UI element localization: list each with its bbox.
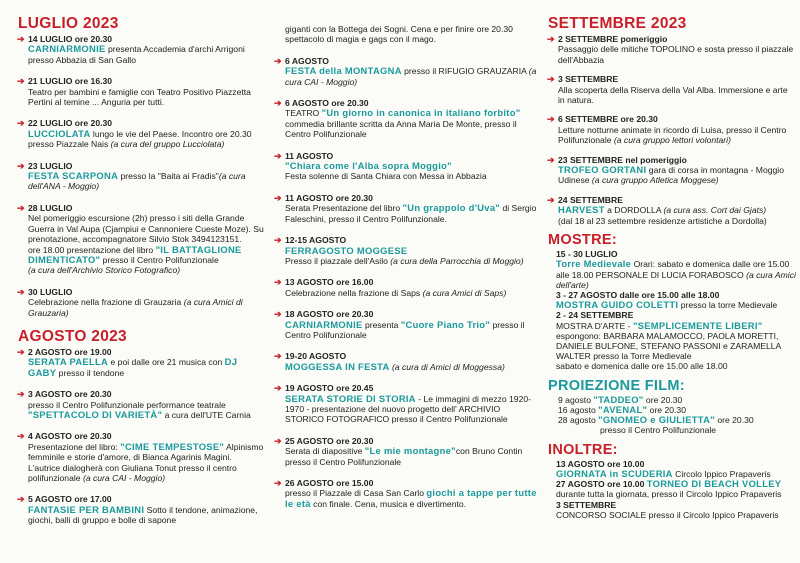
- film-list: [548, 395, 796, 436]
- event-text: - Le immagini di mezzo 1920-1970 - presentazione del nuovo progetto dell' ARCHIVIO STORICO FOTOGRAFICO presso il Centro Polifunzionale: [285, 393, 531, 425]
- event-text: ore 18.00 presentazione del libro: [28, 244, 156, 255]
- event-highlight: SERATA STORIE DI STORIA: [285, 392, 416, 404]
- arrow-right-icon: ➔: [17, 286, 25, 297]
- event-text: presso la "Baita ai Fradis": [118, 171, 219, 182]
- event-highlight: LUCCIOLATA: [28, 127, 91, 139]
- film-item: [558, 395, 796, 405]
- section-title-inoltre: INOLTRE:: [548, 441, 618, 458]
- event-date: 6 AGOSTO ore 20.30: [285, 98, 369, 109]
- event-item: [548, 114, 796, 145]
- arrow-right-icon: ➔: [547, 114, 555, 125]
- arrow-right-icon: ➔: [274, 235, 282, 246]
- event-continuation: giganti con la Bottega dei Sogni. Cena e per finire ore 20.30 spettacolo di magia e gags con il mago.: [285, 24, 513, 45]
- event-date: 2 AGOSTO ore 19.00: [28, 346, 112, 357]
- event-text: con Bruno Contin presso il Centro Polifunzionale: [285, 446, 523, 467]
- film-date: 9 agosto: [558, 394, 594, 405]
- event-date: 13 AGOSTO ore 16.00: [285, 277, 374, 288]
- event-text: Presso il piazzale dell'Asilo: [285, 255, 391, 266]
- arrow-right-icon: ➔: [274, 150, 282, 161]
- event-text: presenta Accademia d'archi Arrigoni presso Abbazia di San Gallo: [28, 44, 245, 65]
- event-text: di Sergio Faleschini, presso il Centro Polifunzionale.: [285, 203, 537, 224]
- event-highlight: FANTASIE PER BAMBINI: [28, 503, 145, 515]
- arrow-right-icon: ➔: [17, 160, 25, 171]
- event-date: 30 LUGLIO: [28, 286, 73, 297]
- event-text: Festa solenne di Santa Chiara con Messa in Abbazia: [285, 171, 487, 182]
- arrow-right-icon: ➔: [274, 55, 282, 66]
- event-item: [275, 193, 537, 224]
- event-item: [18, 389, 266, 420]
- event-text: Serata di diapositive: [285, 446, 365, 457]
- event-item: [18, 118, 266, 149]
- event-highlight: Torre Medievale: [556, 258, 632, 270]
- arrow-right-icon: ➔: [547, 194, 555, 205]
- event-text: MOSTRA D'ARTE -: [556, 320, 633, 331]
- event-highlight: TROFEO GORTANI: [558, 164, 647, 176]
- column-august: [275, 2, 537, 520]
- event-date: 25 AGOSTO ore 20.30: [285, 435, 374, 446]
- section-title-mostre: MOSTRE:: [548, 232, 617, 249]
- arrow-right-icon: ➔: [17, 494, 25, 505]
- event-item: [548, 155, 796, 186]
- column-september: [548, 2, 796, 520]
- other-item: [548, 500, 796, 520]
- event-item: [18, 287, 266, 318]
- film-date: 16 agosto: [558, 404, 599, 415]
- event-date: 14 LUGLIO ore 20.30: [28, 34, 113, 44]
- event-note: (a cura ass. Cort dai Gjats): [663, 205, 767, 216]
- event-text: presso il Centro Polifunzionale: [285, 319, 525, 340]
- event-highlight: "SPETTACOLO DI VARIETÀ": [28, 408, 163, 420]
- event-date: 15 - 30 LUGLIO: [556, 249, 618, 260]
- event-item: [275, 235, 537, 266]
- event-text: presenta: [362, 319, 401, 330]
- event-text: presso il Piazzale di Casa San Carlo: [285, 488, 427, 499]
- event-note: (a cura gruppo lettori volontari): [613, 135, 731, 146]
- event-note: (a cura dell'Archivio Storico Fotografico): [28, 265, 181, 276]
- arrow-right-icon: ➔: [547, 74, 555, 85]
- event-text: Sotto il tendone, animazione, giochi, balli di gruppo e bolle di sapone: [28, 504, 258, 526]
- arrow-right-icon: ➔: [274, 277, 282, 288]
- event-date: 22 LUGLIO ore 20.30: [28, 118, 113, 129]
- event-item: [548, 74, 796, 105]
- event-highlight: MOSTRA GUIDO COLETTI: [556, 299, 679, 311]
- event-highlight: giochi a tappe per tutte le età: [285, 487, 537, 509]
- arrow-right-icon: ➔: [274, 309, 282, 320]
- film-item: [558, 415, 796, 425]
- arrow-right-icon: ➔: [17, 346, 25, 357]
- event-highlight: "Un giorno in canonica in italiano forbito": [321, 107, 521, 119]
- arrow-right-icon: ➔: [17, 118, 25, 129]
- film-title: "TADDEO": [593, 393, 644, 405]
- event-date: 2 - 24 SETTEMBRE: [556, 310, 634, 321]
- arrow-right-icon: ➔: [17, 76, 25, 87]
- event-item: [275, 277, 537, 298]
- event-date: 23 LUGLIO: [28, 160, 73, 171]
- event-text: Alla scoperta della Riserva della Val Alba. Immersione e arte in natura.: [558, 84, 788, 106]
- event-note: (a cura Amici di Saps): [422, 287, 507, 298]
- event-date: 3 SETTEMBRE: [556, 499, 617, 510]
- event-item: [275, 98, 537, 140]
- event-highlight: CARNIARMONIE: [28, 43, 106, 55]
- event-highlight: CARNIARMONIE: [285, 318, 363, 330]
- exhibition-item: [548, 249, 796, 290]
- event-date: 19 AGOSTO ore 20.45: [285, 383, 374, 394]
- event-item: [18, 161, 266, 192]
- month-title-settembre: SETTEMBRE 2023: [548, 15, 687, 32]
- event-text: Orari: sabato e domenica dalle ore 15.00 alle 18.00 PERSONALE DI LUCIA FORABOSCO: [556, 259, 790, 280]
- event-text: CONCORSO SOCIALE presso il Circolo Ippico Prapaveris: [556, 509, 779, 520]
- event-note: (a cura Amici dell'arte): [556, 269, 796, 290]
- event-note: (a cura di Amici di Moggessa): [389, 361, 505, 372]
- event-date: 18 AGOSTO ore 20.30: [285, 309, 374, 320]
- event-item: [275, 383, 537, 425]
- event-item: [275, 151, 537, 182]
- arrow-right-icon: ➔: [274, 98, 282, 109]
- event-highlight: "CIME TEMPESTOSE": [120, 440, 225, 452]
- event-date: 11 AGOSTO ore 20.30: [285, 192, 373, 203]
- event-text: presso il Centro Polifunzionale performance teatrale: [28, 399, 226, 410]
- film-title: "GNOMEO e GIULIETTA": [598, 414, 715, 426]
- event-text: durante tutta la giornata, presso il Circolo Ippico Prapaveris: [556, 489, 782, 500]
- event-date: 28 LUGLIO: [28, 202, 73, 213]
- film-title: "AVENAL": [598, 403, 648, 415]
- arrow-right-icon: ➔: [274, 435, 282, 446]
- event-text: espongono: BARBARA MALAMOCCO, PAOLA MORETTI, DANIELE BULFONE, STEFANO PASSONI e ZARAMELLA WALTER presso la Torre Medievale: [556, 330, 781, 362]
- event-text: a DORDOLLA: [604, 205, 664, 216]
- arrow-right-icon: ➔: [274, 351, 282, 362]
- event-date: 4 AGOSTO ore 20.30: [28, 431, 112, 442]
- event-note: (a cura gruppo Atletica Moggese): [591, 175, 719, 186]
- event-text: Celebrazione nella frazione di Saps: [285, 287, 423, 298]
- event-date: 2 SETTEMBRE pomeriggio: [558, 34, 668, 44]
- event-highlight: "Chiara come l'Alba sopra Moggio": [285, 160, 452, 172]
- event-item: [18, 203, 266, 276]
- event-highlight: TORNEO DI BEACH VOLLEY: [646, 478, 782, 490]
- event-highlight: DJ GABY: [28, 356, 238, 378]
- event-highlight: MOGGESSA IN FESTA: [285, 360, 390, 372]
- event-date: 19-20 AGOSTO: [285, 351, 347, 362]
- event-highlight: FESTA SCARPONA: [28, 170, 119, 182]
- event-date: 3 SETTEMBRE: [558, 74, 619, 85]
- event-highlight: HARVEST: [558, 204, 605, 216]
- other-item: [548, 479, 796, 499]
- event-highlight: SERATA PAELLA: [28, 356, 109, 368]
- film-date: 28 agosto: [558, 415, 599, 426]
- event-text: commedia brillante scritta da Anna Maria De Monte, presso il Centro Polifunzionale: [285, 118, 517, 140]
- event-text: (dal 18 al 23 settembre residenze artistiche a Dordolla): [558, 215, 767, 226]
- event-item: [275, 478, 537, 509]
- arrow-right-icon: ➔: [274, 192, 282, 203]
- event-text: Alpinismo femminile e storie d'amore, di Bianca Agarinis Magini. L'autrice dialogherà con Giuliana Tonut presso il centro polifunzionale: [28, 441, 264, 483]
- event-text: e poi dalle ore 21 musica con: [108, 357, 225, 368]
- event-text: Celebrazione nella frazione di Grauzaria: [28, 297, 184, 308]
- exhibition-item: [548, 310, 796, 371]
- event-text: gara di corsa in montagna - Moggio Udinese: [558, 165, 784, 186]
- event-highlight: "SEMPLICEMENTE LIBERI": [632, 319, 763, 331]
- event-text: TEATRO: [285, 108, 322, 119]
- event-date: 23 SETTEMBRE nel pomeriggio: [558, 154, 687, 165]
- arrow-right-icon: ➔: [547, 34, 555, 44]
- event-text: lungo le vie del Paese. Incontro ore 20.30 presso Piazzale Nais: [28, 128, 252, 150]
- event-item: [18, 494, 266, 525]
- event-item: [548, 34, 796, 65]
- arrow-right-icon: ➔: [547, 154, 555, 165]
- exhibition-item: [548, 290, 796, 310]
- event-item: [18, 34, 266, 65]
- event-highlight: FESTA della MONTAGNA: [285, 65, 402, 77]
- event-date: 13 AGOSTO ore 10.00: [556, 458, 645, 469]
- event-date: 11 AGOSTO: [285, 150, 334, 161]
- event-date: 6 SETTEMBRE ore 20.30: [558, 114, 658, 125]
- event-item: [548, 195, 796, 226]
- event-item: [275, 436, 537, 467]
- event-text: Serata Presentazione del libro: [285, 203, 403, 214]
- event-highlight: "IL BATTAGLIONE DIMENTICATO": [28, 243, 242, 265]
- event-text: Passaggio delle mitiche TOPOLINO e sosta presso il piazzale dell'Abbazia: [558, 44, 794, 65]
- event-item: [275, 351, 537, 372]
- event-date: 6 AGOSTO: [285, 55, 329, 66]
- event-highlight: GIORNATA in SCUDERIA: [556, 467, 673, 479]
- film-location: presso il Centro Polifunzionale: [600, 425, 717, 436]
- event-highlight: FERRAGOSTO MOGGESE: [285, 244, 408, 256]
- other-item: [548, 459, 796, 479]
- event-item: [18, 76, 266, 107]
- event-note: (a cura CAI - Moggio): [285, 66, 537, 87]
- event-note: (a cura CAI - Moggio): [82, 473, 166, 483]
- film-time: ore 20.30: [714, 415, 754, 426]
- event-date: 27 AGOSTO ore 10.00: [556, 479, 645, 490]
- arrow-right-icon: ➔: [17, 431, 25, 442]
- event-note: (a cura Amici di Grauzaria): [28, 297, 243, 318]
- event-text: Teatro per bambini e famiglie con Teatro Positivo Piazzetta Pertini al temine ... Anguria per tutti.: [28, 86, 251, 108]
- arrow-right-icon: ➔: [17, 34, 25, 44]
- event-date: 21 LUGLIO ore 16.30: [28, 76, 113, 87]
- arrow-right-icon: ➔: [17, 202, 25, 213]
- event-text: presso il RIFUGIO GRAUZARIA: [401, 66, 529, 77]
- arrow-right-icon: ➔: [274, 383, 282, 394]
- event-date: 12-15 AGOSTO: [285, 235, 347, 246]
- event-date: 26 AGOSTO ore 15.00: [285, 478, 374, 488]
- month-title-luglio: LUGLIO 2023: [18, 15, 119, 32]
- event-text: a cura dell'UTE Carnia: [162, 409, 251, 420]
- event-item: [18, 347, 266, 378]
- event-note: (a cura dell'ANA - Moggio): [28, 171, 246, 192]
- event-text: sabato e domenica dalle ore 15.00 alle 18.00: [556, 361, 728, 372]
- event-highlight: "Un grappolo d'Uva": [402, 202, 501, 214]
- event-text: con finale. Cena, musica e divertimento.: [310, 498, 467, 509]
- event-text: Nel pomeriggio escursione (2h) presso i siti della Grande Guerra in Val Aupa (Cjampiui e Cannoniere Cueste Moze). Su prenotazione, accompagnatore Silvio Stok 3494123151.: [28, 213, 264, 245]
- event-highlight: "Le mie montagne": [364, 445, 456, 457]
- event-note: (a cura della Parrocchia di Moggio): [390, 255, 524, 266]
- event-item: [275, 309, 537, 340]
- event-date: 3 - 27 AGOSTO dalle ore 15.00 alle 18.00: [556, 289, 720, 300]
- event-text: Presentazione del libro:: [28, 441, 121, 452]
- event-date: 5 AGOSTO ore 17.00: [28, 494, 112, 505]
- month-title-agosto: AGOSTO 2023: [18, 327, 127, 345]
- event-item: [18, 431, 266, 483]
- film-time: ore 20.30: [643, 394, 683, 405]
- event-highlight: "Cuore Piano Trio": [400, 318, 491, 330]
- event-text: Letture notturne animate in ricordo di Luisa, presso il Centro Polifunzionale: [558, 124, 787, 146]
- event-date: 3 AGOSTO ore 20.30: [28, 389, 112, 400]
- event-text: presso il Centro Polifunzionale: [100, 254, 219, 265]
- event-text: presso la torre Medievale: [678, 300, 778, 311]
- arrow-right-icon: ➔: [274, 478, 282, 488]
- event-text: presso il tendone: [56, 367, 125, 378]
- section-title-proiezione: PROIEZIONE FILM:: [548, 377, 685, 394]
- event-note: (a cura del gruppo Lucciolata): [110, 139, 225, 150]
- event-text: Circolo Ippico Prapaveris: [672, 468, 771, 479]
- film-time: ore 20.30: [647, 404, 686, 415]
- event-item: [275, 56, 537, 87]
- column-july-august: [18, 2, 266, 537]
- event-date: 24 SETTEMBRE: [558, 194, 623, 205]
- arrow-right-icon: ➔: [17, 389, 25, 400]
